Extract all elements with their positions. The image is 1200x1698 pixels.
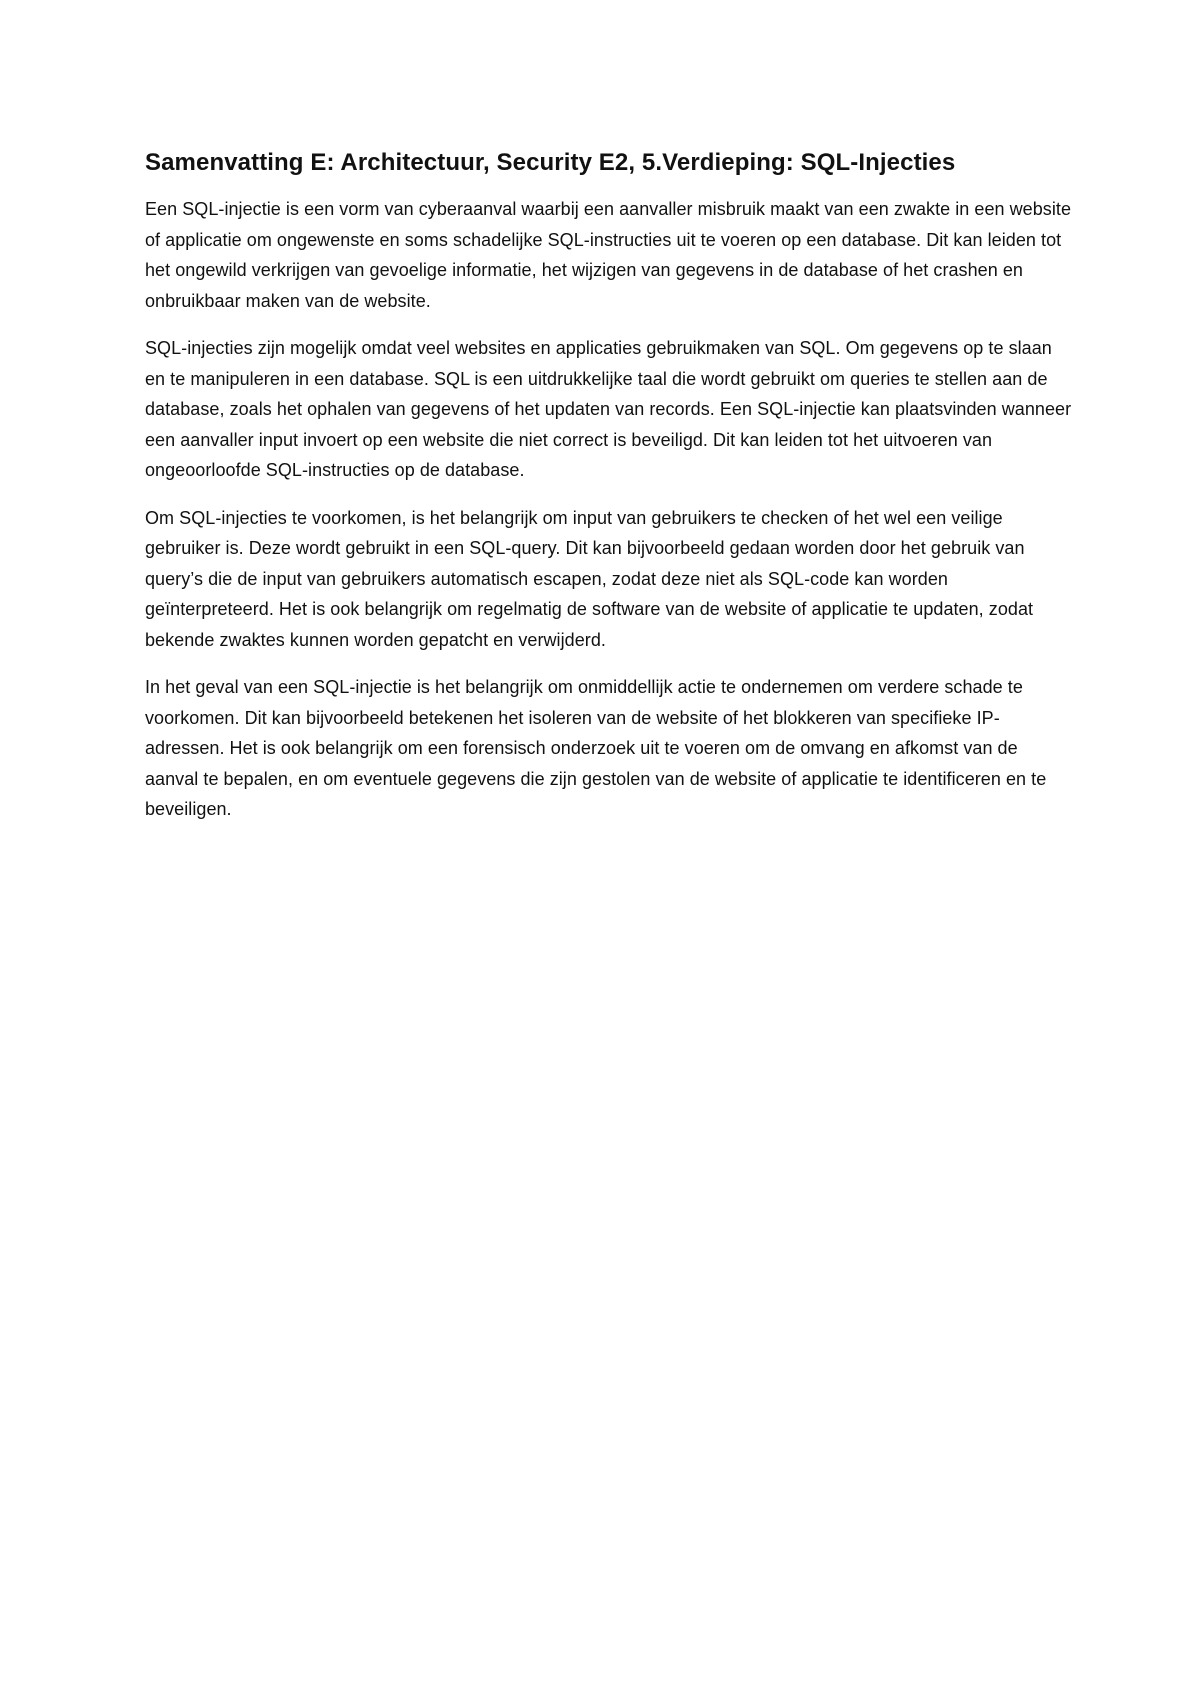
document-title: Samenvatting E: Architectuur, Security E2, 5.Verdieping: SQL-Injecties xyxy=(145,149,956,176)
document-body xyxy=(145,146,1075,842)
paragraph-sql-injection-definition: Een SQL-injectie is een vorm van cyberaanval waarbij een aanvaller misbruik maakt van een zwakte in een website of applicatie om ongewenste en soms schadelijke SQL-instructies uit te voeren op een database. Dit kan leiden tot het ongewild verkrijgen van gevoelige informatie, het wijzigen van gegevens in de database of het crashen en onbruikbaar maken van de website. xyxy=(145,199,1072,311)
paragraph-incident-response: In het geval van een SQL-injectie is het belangrijk om onmiddellijk actie te ondernemen om verdere schade te voorkomen. Dit kan bijvoorbeeld betekenen het isoleren van de website of het blokkeren van specifieke IP-adressen. Het is ook belangrijk om een forensisch onderzoek uit te voeren om de omvang en afkomst van de aanval te bepalen, en om eventuele gegevens die zijn gestolen van de website of applicatie te identificeren en te beveiligen. xyxy=(145,677,1047,819)
paragraph-prevention: Om SQL-injecties te voorkomen, is het belangrijk om input van gebruikers te checken of het wel een veilige gebruiker is. Deze wordt gebruikt in een SQL-query. Dit kan bijvoorbeeld gedaan worden door het gebruik van query’s die de input van gebruikers automatisch escapen, zodat deze niet als SQL-code kan worden geïnterpreteerd. Het is ook belangrijk om regelmatig de software van de website of applicatie te updaten, zodat bekende zwaktes kunnen worden gepatcht en verwijderd. xyxy=(145,507,1034,650)
paragraph-why-sql-injections-possible: SQL-injecties zijn mogelijk omdat veel websites en applicaties gebruikmaken van SQL. Om gegevens op te slaan en te manipuleren in een database. SQL is een uitdrukkelijke taal die wordt gebruikt om queries te stellen aan de database, zoals het ophalen van gegevens of het updaten van records. Een SQL-injectie kan plaatsvinden wanneer een aanvaller input invoert op een website die niet correct is beveiligd. Dit kan leiden tot het uitvoeren van ongeoorloofde SQL-instructies op de database. xyxy=(145,338,1072,480)
